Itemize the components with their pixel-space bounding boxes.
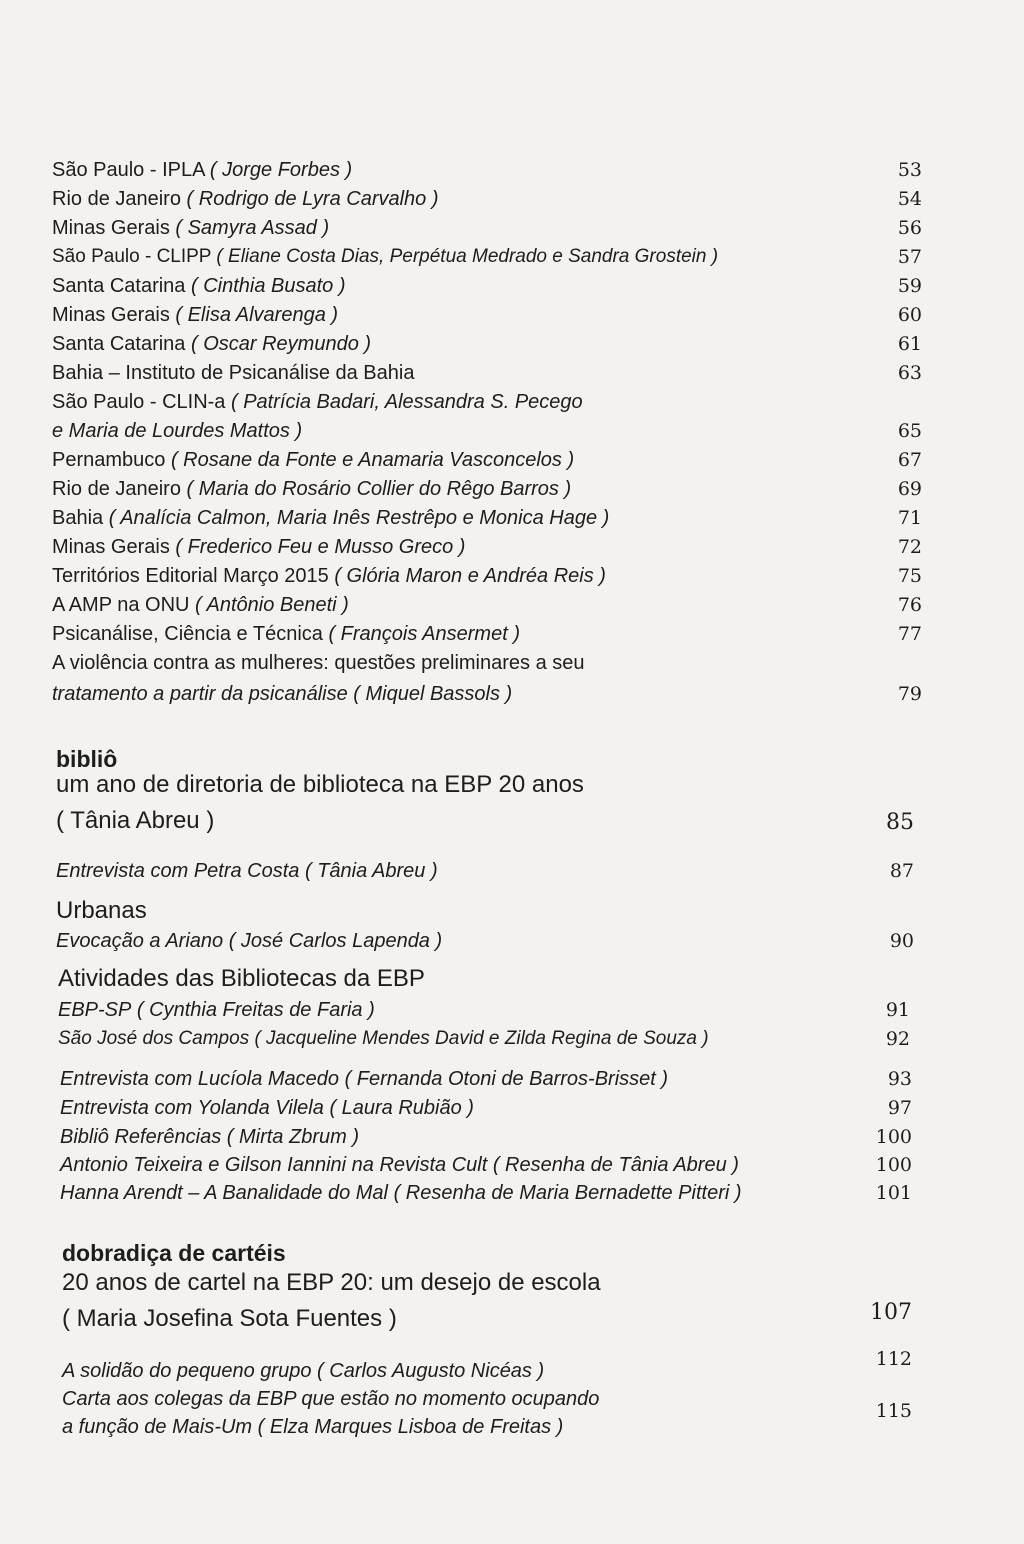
entry-title: Bahia – Instituto de Psicanálise da Bahia [52, 362, 415, 384]
section-heading-dobradica: dobradiça de cartéis [62, 1240, 286, 1266]
entry-author: ( Antônio Beneti ) [195, 594, 349, 616]
entry-page: 77 [897, 623, 922, 645]
entry-page: 90 [889, 930, 914, 952]
entry-author: ( Glória Maron e Andréa Reis ) [334, 565, 606, 587]
entry-author: ( Elza Marques Lisboa de Freitas ) [257, 1416, 564, 1438]
entry-author: ( Analícia Calmon, Maria Inês Restrêpo e Monica Hage ) [108, 507, 610, 529]
entry-page: 60 [897, 304, 922, 326]
toc-entry [52, 213, 922, 242]
toc-entry [60, 1064, 912, 1093]
toc-entry [60, 1178, 912, 1207]
entry-author: ( Eliane Costa Dias, Perpétua Medrado e Sandra Grostein ) [216, 246, 719, 267]
entry-page: 97 [887, 1097, 912, 1119]
toc-entry-lead [56, 808, 914, 837]
entry-author: ( Carlos Augusto Nicéas ) [317, 1360, 545, 1382]
entry-page: 54 [897, 188, 922, 210]
entry-author: ( Maria Josefina Sota Fuentes ) [62, 1305, 397, 1332]
entry-page: 92 [885, 1028, 910, 1050]
entry-title: São Paulo - CLIN-a [52, 391, 226, 413]
toc-entry [62, 1400, 912, 1441]
toc-entry [52, 474, 922, 503]
entry-page: 85 [886, 810, 914, 835]
entry-page: 100 [875, 1154, 912, 1176]
entry-title: Entrevista com Lucíola Macedo [60, 1068, 340, 1090]
entry-author: ( Samyra Assad ) [175, 217, 330, 239]
entry-page: 69 [897, 478, 922, 500]
entry-title: Carta aos colegas da EBP que estão no momento ocupando [62, 1388, 600, 1410]
toc-entry-lead [56, 772, 914, 801]
entry-page: 72 [897, 536, 922, 558]
toc-entry [52, 416, 922, 445]
toc-entry [56, 926, 914, 955]
entry-author: ( Resenha de Maria Bernadette Pitteri ) [393, 1182, 742, 1204]
entry-title: A AMP na ONU [52, 594, 190, 616]
entry-author: ( Oscar Reymundo ) [190, 333, 372, 355]
toc-entry [52, 561, 922, 590]
entry-author: ( Resenha de Tânia Abreu ) [492, 1154, 739, 1176]
entry-page: 87 [889, 860, 914, 882]
entry-page: 65 [897, 420, 922, 442]
entry-author: ( Jorge Forbes ) [209, 159, 353, 181]
entry-title: A violência contra as mulheres: questões preliminares a seu [52, 652, 585, 674]
subsection-heading-urbanas: Urbanas [56, 897, 147, 924]
entry-title: Psicanálise, Ciência e Técnica [52, 623, 323, 645]
entry-title: Bahia [52, 507, 104, 529]
entry-author: ( Fernanda Otoni de Barros-Brisset ) [344, 1068, 669, 1090]
section-heading-biblio: bibliô [56, 746, 118, 772]
entry-page: 61 [897, 333, 922, 355]
entry-title: a função de Mais-Um [62, 1416, 253, 1438]
toc-entry-lead [62, 1306, 912, 1335]
entry-page: 76 [897, 594, 922, 616]
entry-page: 107 [870, 1300, 912, 1325]
toc-entry [56, 856, 914, 885]
entry-page: 57 [897, 246, 922, 268]
subsection-heading-atividades: Atividades das Bibliotecas da EBP [58, 965, 425, 992]
entry-title: São Paulo - IPLA [52, 159, 205, 181]
entry-author: e Maria de Lourdes Mattos ) [52, 420, 303, 442]
entry-author: ( Cinthia Busato ) [190, 275, 346, 297]
entry-author: ( Cynthia Freitas de Faria ) [136, 999, 375, 1021]
toc-entry [52, 648, 922, 677]
toc-entry [52, 532, 922, 561]
entry-title: Minas Gerais [52, 304, 170, 326]
toc-entry [52, 358, 922, 387]
entry-title: Minas Gerais [52, 217, 170, 239]
entry-title: Entrevista com Yolanda Vilela [60, 1097, 324, 1119]
entry-title: Evocação a Ariano [56, 930, 224, 952]
entry-author: ( Miquel Bassols ) [353, 683, 513, 705]
entry-title: tratamento a partir da psicanálise [52, 683, 348, 705]
entry-author: ( Rosane da Fonte e Anamaria Vasconcelos ) [170, 449, 575, 471]
toc-entry [52, 329, 922, 358]
entry-author: ( Frederico Feu e Musso Greco ) [175, 536, 466, 558]
entry-page: 67 [897, 449, 922, 471]
toc-entry [60, 1093, 912, 1122]
entry-page: 53 [897, 159, 922, 181]
entry-title: Hanna Arendt – A Banalidade do Mal [60, 1182, 388, 1204]
entry-title: São Paulo - CLIPP [52, 246, 212, 267]
toc-entry [52, 271, 922, 300]
entry-page: 93 [887, 1068, 912, 1090]
entry-title: Rio de Janeiro [52, 478, 181, 500]
entry-title: A solidão do pequeno grupo [62, 1360, 312, 1382]
entry-page: 71 [897, 507, 922, 529]
entry-title: EBP-SP [58, 999, 132, 1021]
entry-author: ( Laura Rubião ) [329, 1097, 474, 1119]
toc-entry [52, 155, 922, 184]
entry-author: ( Elisa Alvarenga ) [175, 304, 339, 326]
toc-entry [52, 590, 922, 619]
entry-title: um ano de diretoria de biblioteca na EBP 20 anos [56, 771, 584, 798]
entry-author: ( Tânia Abreu ) [305, 860, 438, 882]
entry-title: Territórios Editorial Março 2015 [52, 565, 329, 587]
entry-title: Santa Catarina [52, 333, 186, 355]
entry-title: Pernambuco [52, 449, 166, 471]
toc-entry [60, 1150, 912, 1179]
entry-title: Rio de Janeiro [52, 188, 181, 210]
toc-entry [52, 679, 922, 708]
toc-entry [52, 387, 922, 416]
entry-page: 63 [897, 362, 922, 384]
entry-title: São José dos Campos [58, 1028, 250, 1049]
toc-entry [52, 445, 922, 474]
toc-entry [58, 995, 910, 1024]
entry-page: 115 [875, 1400, 912, 1422]
entry-page: 59 [897, 275, 922, 297]
entry-title: 20 anos de cartel na EBP 20: um desejo de escola [62, 1269, 601, 1296]
toc-entry [62, 1384, 912, 1413]
toc-entry [52, 503, 922, 532]
entry-title: Minas Gerais [52, 536, 170, 558]
toc-entry [52, 300, 922, 329]
entry-page: 100 [875, 1126, 912, 1148]
entry-title: Antonio Teixeira e Gilson Iannini na Revista Cult [60, 1154, 488, 1176]
entry-page: 79 [897, 683, 922, 705]
entry-author: ( François Ansermet ) [328, 623, 520, 645]
entry-author: ( José Carlos Lapenda ) [228, 930, 443, 952]
entry-page: 112 [875, 1348, 912, 1370]
entry-title: Santa Catarina [52, 275, 186, 297]
entry-author: ( Tânia Abreu ) [56, 807, 215, 834]
entry-author: ( Mirta Zbrum ) [226, 1126, 359, 1148]
entry-title: Bibliô Referências [60, 1126, 222, 1148]
entry-author: ( Maria do Rosário Collier do Rêgo Barros ) [186, 478, 572, 500]
entry-author: ( Jacqueline Mendes David e Zilda Regina de Souza ) [254, 1028, 709, 1049]
entry-title: Entrevista com Petra Costa [56, 860, 300, 882]
toc-entry [62, 1348, 912, 1385]
toc-entry [52, 242, 922, 271]
entry-author: ( Patrícia Badari, Alessandra S. Pecego [230, 391, 583, 413]
toc-entry [52, 619, 922, 648]
entry-page: 91 [885, 999, 910, 1021]
toc-entry [58, 1024, 910, 1053]
entry-page: 101 [875, 1182, 912, 1204]
entry-page: 75 [897, 565, 922, 587]
toc-entry [60, 1122, 912, 1151]
entry-page: 56 [897, 217, 922, 239]
toc-entry [52, 184, 922, 213]
entry-author: ( Rodrigo de Lyra Carvalho ) [186, 188, 439, 210]
